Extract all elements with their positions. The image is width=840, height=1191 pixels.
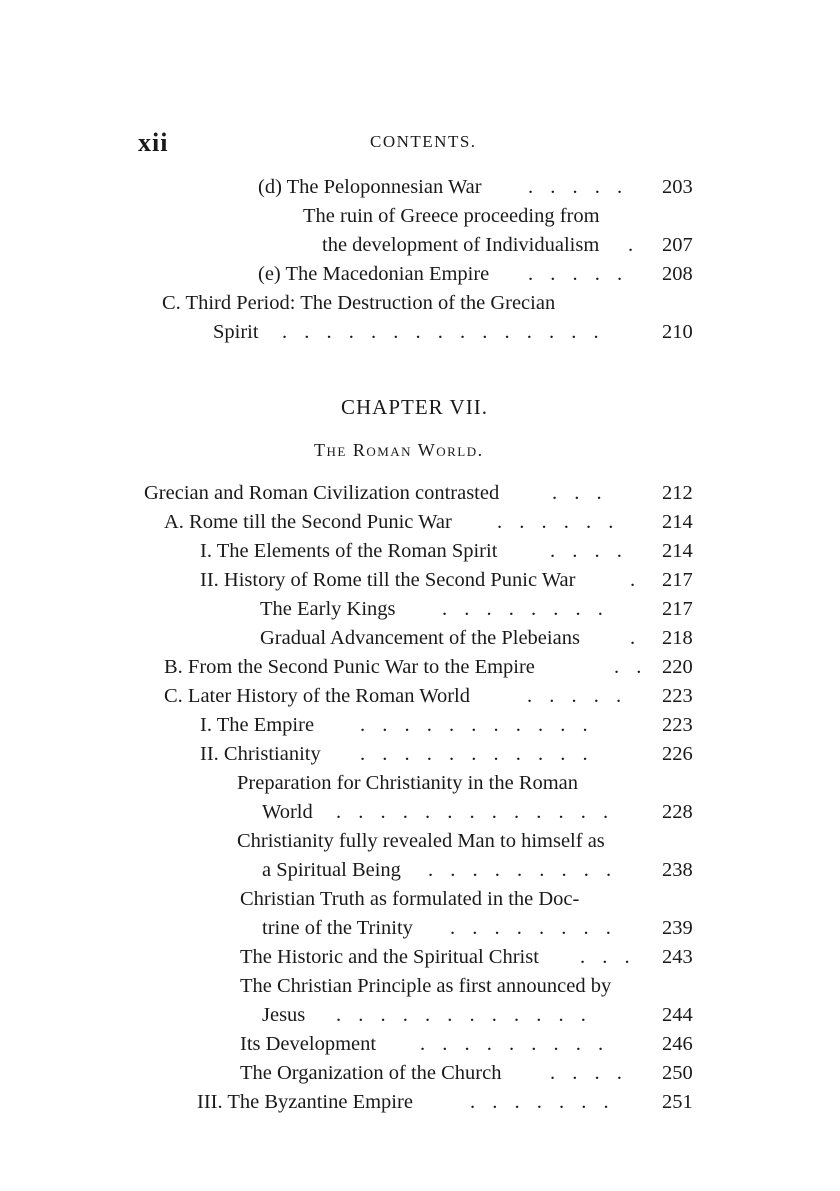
toc-entry	[0, 769, 840, 798]
entry-label: The Christian Principle as first announced by	[240, 975, 612, 997]
chapter-subtitle: The Roman World.	[314, 440, 484, 460]
entry-page: 228	[662, 801, 693, 823]
leader-dots: . . . .	[550, 540, 628, 562]
toc-entry	[0, 566, 840, 595]
chapter-title: CHAPTER VII.	[341, 395, 488, 419]
entry-label: II. Christianity	[200, 743, 321, 765]
entry-page: 214	[662, 511, 693, 533]
toc-entry	[0, 624, 840, 653]
entry-label: I. The Empire	[200, 714, 315, 736]
leader-dots: . . . . . . . . .	[428, 859, 618, 881]
entry-page: 207	[662, 234, 693, 256]
running-title: CONTENTS.	[370, 132, 477, 151]
entry-page: 226	[662, 743, 693, 765]
leader-dots: . . .	[580, 946, 636, 968]
toc-entry	[0, 827, 840, 856]
toc-entry	[0, 1030, 840, 1059]
leader-dots: . . . . . . . . .	[420, 1033, 610, 1055]
entry-page: 212	[662, 482, 693, 504]
entry-label: The Historic and the Spiritual Christ	[240, 946, 539, 968]
entry-label: (d) The Peloponnesian War	[258, 176, 482, 198]
leader-dots: . . . . . . . .	[450, 917, 617, 939]
entry-page: 223	[662, 714, 693, 736]
toc-entry	[0, 711, 840, 740]
entry-label: a Spiritual Being	[262, 859, 401, 881]
entry-label: The ruin of Greece proceeding from	[303, 205, 600, 227]
leader-dots: . . . . .	[528, 176, 629, 198]
entry-label: III. The Byzantine Empire	[197, 1091, 413, 1113]
leader-dots: . . . . . .	[497, 511, 620, 533]
entry-page: 246	[662, 1033, 693, 1055]
toc-entry	[0, 289, 840, 318]
leader-dots: . . . . . . . . . . .	[360, 743, 594, 765]
leader-dots: . . . . . . . .	[442, 598, 609, 620]
entry-label: World	[262, 801, 313, 823]
entry-page: 210	[662, 321, 693, 343]
toc-entry	[0, 231, 840, 260]
entry-label: trine of the Trinity	[262, 917, 413, 939]
toc-entry	[0, 202, 840, 231]
toc-entry	[0, 682, 840, 711]
toc-entry	[0, 173, 840, 202]
toc-entry	[0, 740, 840, 769]
entry-label: C. Third Period: The Destruction of the Grecian	[162, 292, 556, 314]
leader-dots: . . . . .	[528, 263, 629, 285]
toc-entry	[0, 856, 840, 885]
leader-dots: .	[630, 627, 642, 649]
entry-label: Spirit	[213, 321, 259, 343]
toc-entry	[0, 885, 840, 914]
entry-label: Christianity fully revealed Man to himself as	[237, 830, 605, 852]
leader-dots: . .	[614, 656, 648, 678]
entry-label: Jesus	[262, 1004, 306, 1026]
toc-entry	[0, 1059, 840, 1088]
toc-entry	[0, 508, 840, 537]
entry-page: 214	[662, 540, 693, 562]
page-number: xii	[138, 128, 169, 157]
entry-label: the development of Individualism	[322, 234, 600, 256]
toc-entry	[0, 318, 840, 347]
entry-page: 218	[662, 627, 693, 649]
entry-label: B. From the Second Punic War to the Empire	[164, 656, 535, 678]
toc-entry	[0, 798, 840, 827]
entry-label: C. Later History of the Roman World	[164, 685, 470, 707]
toc-entry	[0, 914, 840, 943]
entry-label: Grecian and Roman Civilization contrasted	[144, 482, 500, 504]
running-head	[0, 128, 840, 158]
toc-entry	[0, 972, 840, 1001]
toc-entry	[0, 1001, 840, 1030]
leader-dots: . . . .	[550, 1062, 628, 1084]
entry-label: The Organization of the Church	[240, 1062, 502, 1084]
entry-page: 208	[662, 263, 693, 285]
entry-label: I. The Elements of the Roman Spirit	[200, 540, 498, 562]
entry-page: 243	[662, 946, 693, 968]
entry-label: Its Development	[240, 1033, 377, 1055]
leader-dots: . . . . . . . . . . .	[360, 714, 594, 736]
leader-dots: . . . . . . . . . . . . . . .	[282, 321, 605, 343]
entry-page: 220	[662, 656, 693, 678]
toc-entry	[0, 260, 840, 289]
entry-label: Preparation for Christianity in the Roman	[237, 772, 579, 794]
leader-dots: .	[630, 569, 642, 591]
leader-dots: .	[628, 234, 640, 256]
entry-page: 250	[662, 1062, 693, 1084]
leader-dots: . . . . .	[527, 685, 628, 707]
leader-dots: . . . . . . .	[470, 1091, 615, 1113]
entry-label: A. Rome till the Second Punic War	[164, 511, 452, 533]
entry-page: 203	[662, 176, 693, 198]
toc-entry	[0, 595, 840, 624]
entry-label: II. History of Rome till the Second Punic War	[200, 569, 576, 591]
entry-page: 239	[662, 917, 693, 939]
entry-page: 244	[662, 1004, 693, 1026]
leader-dots: . . . . . . . . . . . .	[336, 1004, 592, 1026]
entry-label: (e) The Macedonian Empire	[258, 263, 490, 285]
toc-entry	[0, 537, 840, 566]
entry-page: 217	[662, 598, 693, 620]
toc-entry	[0, 479, 840, 508]
toc-entry	[0, 1088, 840, 1117]
leader-dots: . . . . . . . . . . . . .	[336, 801, 615, 823]
entry-page: 251	[662, 1091, 693, 1113]
entry-page: 217	[662, 569, 693, 591]
entry-page: 238	[662, 859, 693, 881]
entry-page: 223	[662, 685, 693, 707]
leader-dots: . . .	[552, 482, 608, 504]
toc-entry	[0, 653, 840, 682]
entry-label: Christian Truth as formulated in the Doc-	[240, 888, 580, 910]
toc-entry	[0, 943, 840, 972]
entry-label: Gradual Advancement of the Plebeians	[260, 627, 580, 649]
entry-label: The Early Kings	[260, 598, 396, 620]
